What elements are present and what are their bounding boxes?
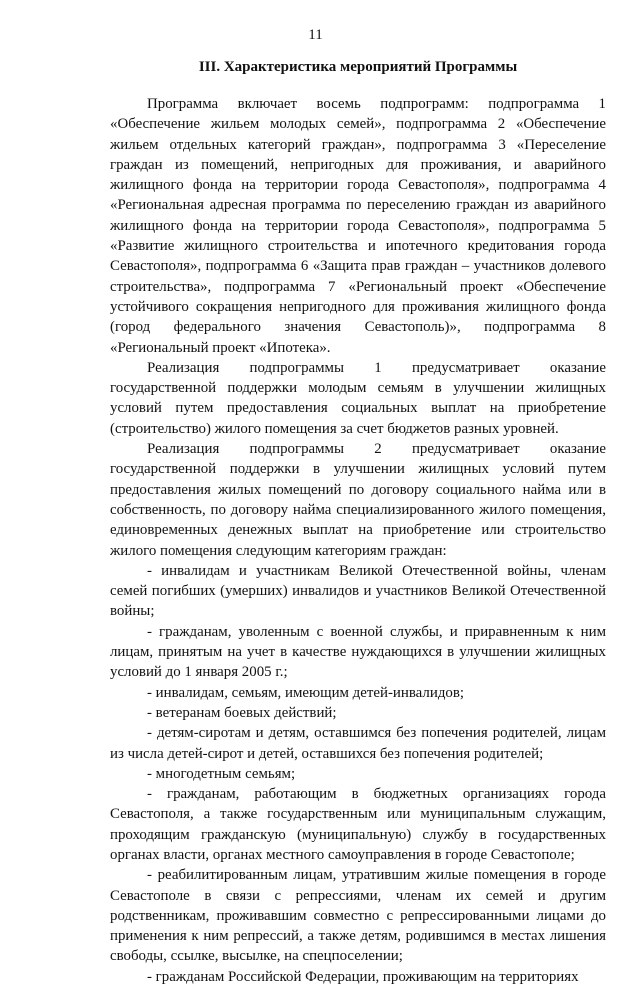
- section-title: III. Характеристика мероприятий Программы: [198, 59, 518, 75]
- page-number: 11: [308, 27, 323, 43]
- list-item: - ветеранам боевых действий;: [147, 704, 337, 721]
- list-item: - гражданам Российской Федерации, проживающим на территориях: [147, 968, 579, 985]
- list-item: - инвалидам, семьям, имеющим детей-инвалидов;: [147, 684, 465, 701]
- list-item: - инвалидам и участникам Великой Отечественной войны, членам семей погибших (умерших) инвалидов и участников Великой Отечественной войны;: [110, 562, 606, 620]
- list-item: - реабилитированным лицам, утратившим жилые помещения в городе Севастополе в связи с репрессиями, членам их семей и другим родственникам, проживавшим совместно с репрессированными лицами до применения к ним репрессий, а также детям, родившимся в местах лишения свободы, ссылке, высылке, на спецпоселении;: [110, 867, 606, 965]
- list-item: - гражданам, работающим в бюджетных организациях города Севастополя, а также государственным или муниципальным служащим, проходящим гражданскую (муниципальную) службу в государственных органах власти, органах местного самоуправления в городе Севастополе;: [110, 786, 606, 863]
- list-item: - детям-сиротам и детям, оставшимся без попечения родителей, лицам из числа детей-сирот и детей, оставшихся без попечения родителей;: [110, 725, 606, 762]
- list-item: - многодетным семьям;: [147, 765, 296, 782]
- paragraph-subprogramme-2: Реализация подпрограммы 2 предусматривает оказание государственной поддержки в улучшении жилищных условий путем предоставления жилых помещений по договору социального найма или в собственность, по договору найма специализированного жилого помещения, единовременных денежных выплат на приобретение или строительство жилого помещения следующим категориям граждан:: [110, 441, 606, 559]
- list-item: - гражданам, уволенным с военной службы, и приравненным к ним лицам, принятым на учет в качестве нуждающихся в улучшении жилищных условий до 1 января 2005 г.;: [110, 623, 606, 681]
- paragraph-programme-overview: Программа включает восемь подпрограмм: подпрограмма 1 «Обеспечение жильем молодых семей», подпрограмма 2 «Обеспечение жильем отдельных категорий граждан», подпрограмма 3 «Переселение граждан из помещений, непригодных для проживания, и аварийного жилищного фонда на территории города Севастополя», подпрограмма 4 «Региональная адресная программа по переселению граждан из аварийного жилищного фонда на территории города Севастополя», подпрограмма 5 «Развитие жилищного строительства и ипотечного кредитования города Севастополя», подпрограмма 6 «Защита прав граждан – участников долевого строительства», подпрограмма 7 «Региональный проект «Обеспечение устойчивого сокращения непригодного для проживания жилищного фонда (город федерального значения Севастополь)», подпрограмма 8 «Региональный проект «Ипотека».: [110, 96, 606, 356]
- paragraph-subprogramme-1: Реализация подпрограммы 1 предусматривает оказание государственной поддержки молодым семьям в улучшении жилищных условий путем предоставления социальных выплат на приобретение (строительство) жилого помещения за счет бюджетов разных уровней.: [110, 359, 606, 437]
- body-text: [110, 94, 606, 987]
